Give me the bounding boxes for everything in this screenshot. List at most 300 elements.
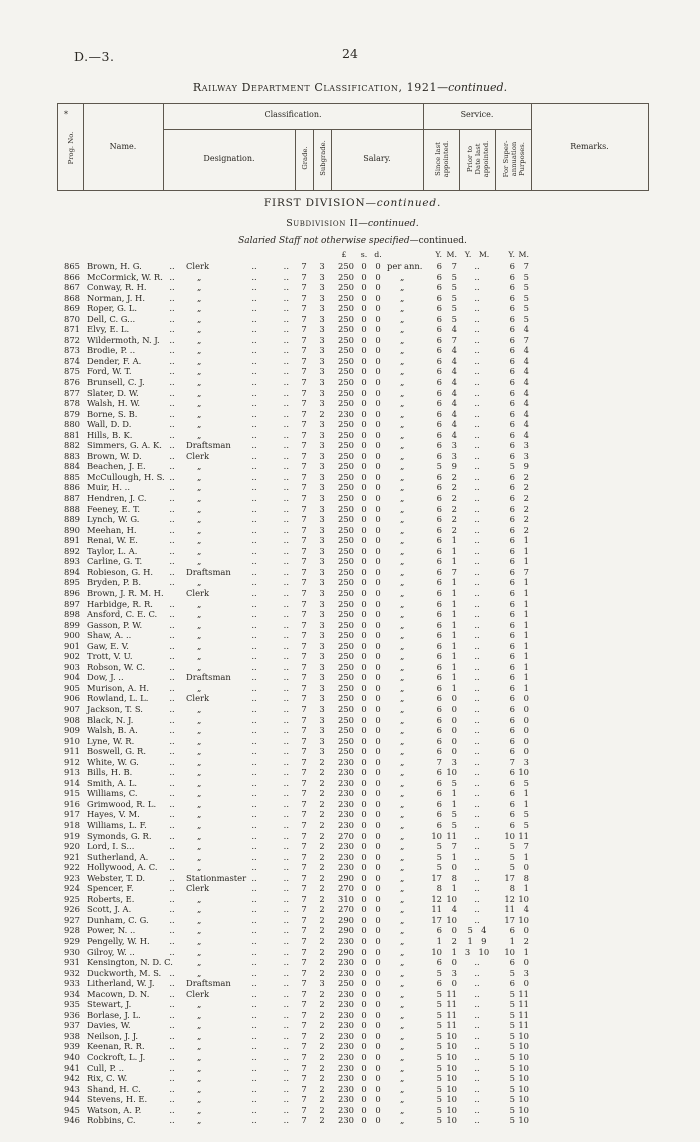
row-prior-service: ..: [474, 988, 480, 999]
row-per-annum: „: [400, 292, 405, 303]
row-name: Carline, G. T.: [87, 556, 143, 567]
leader-dots: ..: [169, 841, 175, 852]
row-since-months: 1: [451, 556, 457, 567]
leader-dots: ..: [283, 366, 289, 377]
row-subgrade: 3: [319, 682, 325, 693]
row-designation: „: [197, 1073, 202, 1084]
row-since-years: 5: [436, 1009, 442, 1020]
row-superannuation-years: 6: [509, 471, 515, 482]
row-designation: „: [197, 1062, 202, 1073]
table-row: [57, 947, 648, 958]
row-salary-pounds: 230: [338, 1030, 354, 1041]
row-per-annum: „: [400, 450, 405, 461]
leader-dots: ..: [283, 514, 289, 525]
row-since-years: 5: [436, 461, 442, 472]
row-per-annum: „: [400, 819, 405, 830]
row-superannuation-years: 6: [509, 387, 515, 398]
row-superannuation-years: 6: [509, 819, 515, 830]
table-row: [57, 451, 648, 462]
row-name: Robson, W. C.: [87, 661, 146, 672]
row-remarks: [531, 788, 648, 799]
leader-dots: ..: [283, 788, 289, 799]
row-prior-service: ..: [474, 788, 480, 799]
leader-dots: ..: [169, 535, 175, 546]
row-prior-service: ..: [474, 1094, 480, 1105]
row-since-years: 5: [436, 1052, 442, 1063]
row-since-months: 10: [446, 914, 457, 925]
leader-dots: ..: [251, 725, 257, 736]
leader-dots: ..: [169, 1115, 175, 1126]
row-per-annum: „: [400, 461, 405, 472]
row-superannuation-years: 10: [504, 946, 515, 957]
grid-line: [295, 129, 296, 190]
row-salary-pence: 0: [375, 577, 381, 588]
row-superannuation-years: 6: [509, 271, 515, 282]
leader-dots: ..: [283, 693, 289, 704]
leader-dots: ..: [251, 767, 257, 778]
row-salary-pounds: 230: [338, 999, 354, 1010]
leader-dots: ..: [283, 1094, 289, 1105]
row-salary-shillings: 0: [361, 334, 367, 345]
leader-dots: ..: [251, 841, 257, 852]
row-remarks: [531, 493, 648, 504]
row-since-months: 1: [451, 788, 457, 799]
row-per-annum: „: [400, 809, 405, 820]
leader-dots: ..: [251, 830, 257, 841]
row-prior-service: 5 4: [467, 925, 487, 936]
leader-dots: ..: [283, 809, 289, 820]
row-prog-no: 941: [64, 1062, 80, 1073]
row-salary-shillings: 0: [361, 482, 367, 493]
row-salary-pence: 0: [375, 493, 381, 504]
row-grade: 7: [301, 988, 307, 999]
row-prog-no: 944: [64, 1094, 80, 1105]
row-name: Smith, A. L.: [87, 777, 138, 788]
row-salary-shillings: 0: [361, 640, 367, 651]
row-prior-service: ..: [474, 292, 480, 303]
leader-dots: ..: [169, 1073, 175, 1084]
row-name: Williams, C.: [87, 788, 138, 799]
row-since-years: 5: [436, 1041, 442, 1052]
row-grade: 7: [301, 524, 307, 535]
row-subgrade: 2: [319, 1062, 325, 1073]
row-since-years: 6: [436, 714, 442, 725]
row-subgrade: 2: [319, 988, 325, 999]
row-name: Trott, V. U.: [87, 651, 133, 662]
leader-dots: ..: [169, 1083, 175, 1094]
row-designation: „: [197, 957, 202, 968]
row-remarks: [531, 1063, 648, 1074]
row-grade: 7: [301, 725, 307, 736]
row-designation: „: [197, 904, 202, 915]
table-row: [57, 620, 648, 631]
row-superannuation-years: 5: [509, 967, 515, 978]
row-prior-service: 3 10: [464, 946, 490, 957]
row-name: Black, N. J.: [87, 714, 134, 725]
leader-dots: ..: [251, 1009, 257, 1020]
row-designation: „: [197, 334, 202, 345]
row-superannuation-years: 5: [509, 1062, 515, 1073]
row-grade: 7: [301, 682, 307, 693]
row-since-years: 6: [436, 313, 442, 324]
units-row: [57, 249, 648, 260]
row-designation: „: [197, 999, 202, 1010]
row-per-annum: „: [400, 872, 405, 883]
leader-dots: ..: [251, 957, 257, 968]
row-remarks: [531, 1020, 648, 1031]
row-salary-shillings: 0: [361, 619, 367, 630]
row-subgrade: 2: [319, 1094, 325, 1105]
row-grade: 7: [301, 841, 307, 852]
row-superannuation-months: 2: [523, 936, 529, 946]
table-row: [57, 577, 648, 588]
row-salary-pounds: 250: [338, 693, 354, 704]
row-prior-service: ..: [474, 661, 480, 672]
leader-dots: ..: [251, 303, 257, 314]
leader-dots: ..: [283, 440, 289, 451]
row-prior-service: ..: [474, 609, 480, 620]
table-row: [57, 599, 648, 610]
row-salary-pounds: 250: [338, 471, 354, 482]
row-since-months: 10: [446, 1104, 457, 1115]
row-grade: 7: [301, 577, 307, 588]
table-row: [57, 1063, 648, 1074]
leader-dots: ..: [251, 366, 257, 377]
row-name: Boswell, G. R.: [87, 746, 146, 757]
grid-line: [313, 129, 314, 190]
row-subgrade: 3: [319, 714, 325, 725]
row-since-months: 4: [451, 324, 457, 335]
row-remarks: [531, 366, 648, 377]
row-grade: 7: [301, 630, 307, 641]
row-since-months: 2: [451, 514, 457, 525]
row-per-annum: „: [400, 1062, 405, 1073]
row-prog-no: 923: [64, 872, 80, 883]
row-grade: 7: [301, 355, 307, 366]
leader-dots: ..: [283, 703, 289, 714]
row-superannuation-months: 10: [518, 767, 529, 778]
row-salary-pence: 0: [375, 651, 381, 662]
row-prog-no: 910: [64, 735, 80, 746]
row-since-years: 6: [436, 809, 442, 820]
row-per-annum: „: [400, 535, 405, 546]
row-salary-shillings: 0: [361, 862, 367, 873]
row-subgrade: 2: [319, 904, 325, 915]
row-grade: 7: [301, 450, 307, 461]
table-row: [57, 419, 648, 430]
row-remarks: [531, 398, 648, 409]
leader-dots: ..: [251, 1083, 257, 1094]
row-prog-no: 928: [64, 925, 80, 936]
grid-line: [163, 129, 532, 130]
row-salary-pounds: 230: [338, 1094, 354, 1105]
page-title-continued: —continued.: [437, 81, 508, 94]
row-name: Keenan, R. R.: [87, 1041, 145, 1052]
row-superannuation-years: 6: [509, 377, 515, 388]
leader-dots: ..: [169, 735, 175, 746]
table-row: [57, 272, 648, 283]
row-since-months: 3: [451, 967, 457, 978]
row-prog-no: 887: [64, 493, 80, 504]
row-salary-pence: 0: [375, 630, 381, 641]
row-salary-pounds: 230: [338, 1041, 354, 1052]
row-since-months: 3: [451, 440, 457, 451]
row-salary-pounds: 230: [338, 1115, 354, 1126]
table-row: [57, 894, 648, 905]
table-row: [57, 662, 648, 673]
row-since-months: 1: [451, 851, 457, 862]
row-per-annum: „: [400, 345, 405, 356]
table-row: [57, 504, 648, 515]
row-per-annum: „: [400, 957, 405, 968]
row-superannuation-months: 11: [518, 1009, 529, 1020]
row-salary-pounds: 250: [338, 450, 354, 461]
row-prior-service: ..: [474, 524, 480, 535]
row-remarks: [531, 1084, 648, 1095]
row-per-annum: „: [400, 841, 405, 852]
row-superannuation-months: 3: [523, 450, 529, 461]
leader-dots: ..: [283, 387, 289, 398]
row-salary-shillings: 0: [361, 408, 367, 419]
row-since-months: 1: [451, 661, 457, 672]
row-name: Cockroft, L. J.: [87, 1052, 146, 1063]
leader-dots: ..: [169, 725, 175, 736]
row-salary-pounds: 230: [338, 798, 354, 809]
row-salary-pounds: 250: [338, 261, 354, 271]
row-name: Spencer, F.: [87, 883, 134, 894]
row-subgrade: 3: [319, 355, 325, 366]
row-name: Hollywood, A. C.: [87, 862, 158, 873]
row-superannuation-years: 6: [509, 355, 515, 366]
row-salary-shillings: 0: [361, 566, 367, 577]
row-designation: „: [197, 535, 202, 546]
row-since-months: 10: [446, 1062, 457, 1073]
row-salary-shillings: 0: [361, 672, 367, 683]
row-salary-pence: 0: [375, 830, 381, 841]
leader-dots: ..: [169, 936, 175, 946]
row-salary-pence: 0: [375, 978, 381, 989]
row-prior-service: ..: [474, 366, 480, 377]
row-salary-pence: 0: [375, 1073, 381, 1084]
row-superannuation-years: 6: [509, 440, 515, 451]
row-since-years: 6: [436, 450, 442, 461]
row-per-annum: „: [400, 682, 405, 693]
table-row: [57, 514, 648, 525]
row-since-years: 6: [436, 703, 442, 714]
row-salary-pence: 0: [375, 767, 381, 778]
row-since-months: 7: [451, 566, 457, 577]
row-designation: Stationmaster: [186, 872, 247, 883]
row-subgrade: 3: [319, 598, 325, 609]
row-designation: „: [197, 925, 202, 936]
row-since-months: 9: [451, 461, 457, 472]
row-remarks: [531, 894, 648, 905]
row-grade: 7: [301, 303, 307, 314]
row-since-months: 11: [446, 999, 457, 1010]
row-name: Roper, G. L.: [87, 303, 138, 314]
row-salary-shillings: 0: [361, 577, 367, 588]
row-since-months: 11: [446, 1020, 457, 1031]
table-row: [57, 957, 648, 968]
row-prog-no: 913: [64, 767, 80, 778]
row-salary-pence: 0: [375, 1094, 381, 1105]
table-row: [57, 831, 648, 842]
row-salary-pounds: 230: [338, 777, 354, 788]
row-salary-shillings: 0: [361, 556, 367, 567]
row-remarks: [531, 1010, 648, 1021]
row-name: Lyne, W. R.: [87, 735, 135, 746]
row-salary-shillings: 0: [361, 1094, 367, 1105]
row-prog-no: 931: [64, 957, 80, 968]
row-name: Sutherland, A.: [87, 851, 149, 862]
row-superannuation-years: 11: [504, 904, 515, 915]
row-superannuation-years: 5: [509, 1041, 515, 1052]
row-superannuation-months: 4: [523, 398, 529, 409]
row-superannuation-years: 6: [509, 524, 515, 535]
row-prog-no: 922: [64, 862, 80, 873]
row-since-months: 1: [451, 883, 457, 894]
row-superannuation-months: 3: [523, 440, 529, 451]
leader-dots: ..: [283, 946, 289, 957]
row-since-months: 10: [446, 1115, 457, 1126]
row-salary-pounds: 250: [338, 461, 354, 472]
leader-dots: ..: [169, 303, 175, 314]
row-prog-no: 934: [64, 988, 80, 999]
row-salary-shillings: 0: [361, 1062, 367, 1073]
leader-dots: ..: [251, 999, 257, 1010]
row-grade: 7: [301, 408, 307, 419]
leader-dots: ..: [283, 545, 289, 556]
row-designation: „: [197, 1052, 202, 1063]
leader-dots: ..: [169, 1020, 175, 1031]
row-subgrade: 2: [319, 872, 325, 883]
row-grade: 7: [301, 587, 307, 598]
row-designation: Clerk: [186, 883, 210, 894]
row-designation: „: [197, 967, 202, 978]
row-since-months: 1: [451, 545, 457, 556]
row-salary-shillings: 0: [361, 398, 367, 409]
row-prog-no: 925: [64, 893, 80, 904]
row-remarks: [531, 968, 648, 979]
row-subgrade: 3: [319, 746, 325, 757]
row-name: Walsh, H. W.: [87, 398, 140, 409]
row-salary-shillings: 0: [361, 841, 367, 852]
row-salary-pounds: 270: [338, 830, 354, 841]
row-superannuation-months: 0: [523, 714, 529, 725]
row-salary-pence: 0: [375, 936, 381, 946]
row-grade: 7: [301, 545, 307, 556]
row-salary-pence: 0: [375, 535, 381, 546]
row-since-months: 1: [451, 630, 457, 641]
row-prior-service: ..: [474, 271, 480, 282]
row-prog-no: 915: [64, 788, 80, 799]
row-prog-no: 905: [64, 682, 80, 693]
row-prog-no: 945: [64, 1104, 80, 1115]
table-row: [57, 261, 648, 272]
row-salary-pounds: 250: [338, 566, 354, 577]
leader-dots: ..: [251, 471, 257, 482]
leader-dots: ..: [251, 925, 257, 936]
row-designation: „: [197, 830, 202, 841]
row-salary-shillings: 0: [361, 440, 367, 451]
leader-dots: ..: [251, 630, 257, 641]
leader-dots: ..: [283, 313, 289, 324]
row-since-months: 1: [451, 609, 457, 620]
row-subgrade: 3: [319, 271, 325, 282]
row-prog-no: 917: [64, 809, 80, 820]
row-subgrade: 3: [319, 282, 325, 293]
row-subgrade: 2: [319, 925, 325, 936]
leader-dots: ..: [251, 1041, 257, 1052]
row-name: Roberts, E.: [87, 893, 135, 904]
row-prog-no: 943: [64, 1083, 80, 1094]
row-salary-pence: 0: [375, 471, 381, 482]
leader-dots: ..: [283, 577, 289, 588]
row-salary-shillings: 0: [361, 366, 367, 377]
table-row: [57, 978, 648, 989]
row-superannuation-years: 5: [509, 841, 515, 852]
row-prog-no: 935: [64, 999, 80, 1010]
row-per-annum: „: [400, 661, 405, 672]
row-superannuation-months: 0: [523, 925, 529, 936]
row-prog-no: 918: [64, 819, 80, 830]
row-salary-pounds: 250: [338, 398, 354, 409]
row-superannuation-years: 6: [509, 598, 515, 609]
row-per-annum: „: [400, 1052, 405, 1063]
row-name: Beachen, J. E.: [87, 461, 146, 472]
row-prog-no: 881: [64, 429, 80, 440]
row-superannuation-months: 1: [523, 851, 529, 862]
row-grade: 7: [301, 936, 307, 946]
row-designation: „: [197, 282, 202, 293]
leader-dots: ..: [283, 640, 289, 651]
row-salary-shillings: 0: [361, 493, 367, 504]
row-per-annum: „: [400, 946, 405, 957]
row-salary-shillings: 0: [361, 461, 367, 472]
leader-dots: ..: [251, 324, 257, 335]
row-grade: 7: [301, 598, 307, 609]
row-superannuation-years: 6: [509, 640, 515, 651]
row-prog-no: 930: [64, 946, 80, 957]
row-salary-pounds: 250: [338, 334, 354, 345]
row-prior-service: ..: [474, 798, 480, 809]
unit-spacer: [313, 249, 331, 260]
row-prog-no: 906: [64, 693, 80, 704]
row-per-annum: „: [400, 988, 405, 999]
row-remarks: [531, 324, 648, 335]
row-per-annum: „: [400, 851, 405, 862]
row-salary-pounds: 290: [338, 872, 354, 883]
row-superannuation-months: 7: [523, 334, 529, 345]
row-remarks: [531, 651, 648, 662]
leader-dots: ..: [283, 503, 289, 514]
row-superannuation-months: 8: [523, 872, 529, 883]
unit-years: Y.: [508, 250, 515, 259]
row-subgrade: 3: [319, 566, 325, 577]
leader-dots: ..: [251, 978, 257, 989]
row-designation: „: [197, 345, 202, 356]
row-since-months: 1: [451, 598, 457, 609]
row-subgrade: 2: [319, 967, 325, 978]
row-prior-service: ..: [474, 355, 480, 366]
leader-dots: ..: [251, 1062, 257, 1073]
row-grade: 7: [301, 651, 307, 662]
leader-dots: ..: [169, 271, 175, 282]
leader-dots: ..: [251, 503, 257, 514]
row-name: Hayes, V. M.: [87, 809, 140, 820]
doc-ref: D.—3.: [74, 49, 115, 64]
row-prior-service: ..: [474, 503, 480, 514]
